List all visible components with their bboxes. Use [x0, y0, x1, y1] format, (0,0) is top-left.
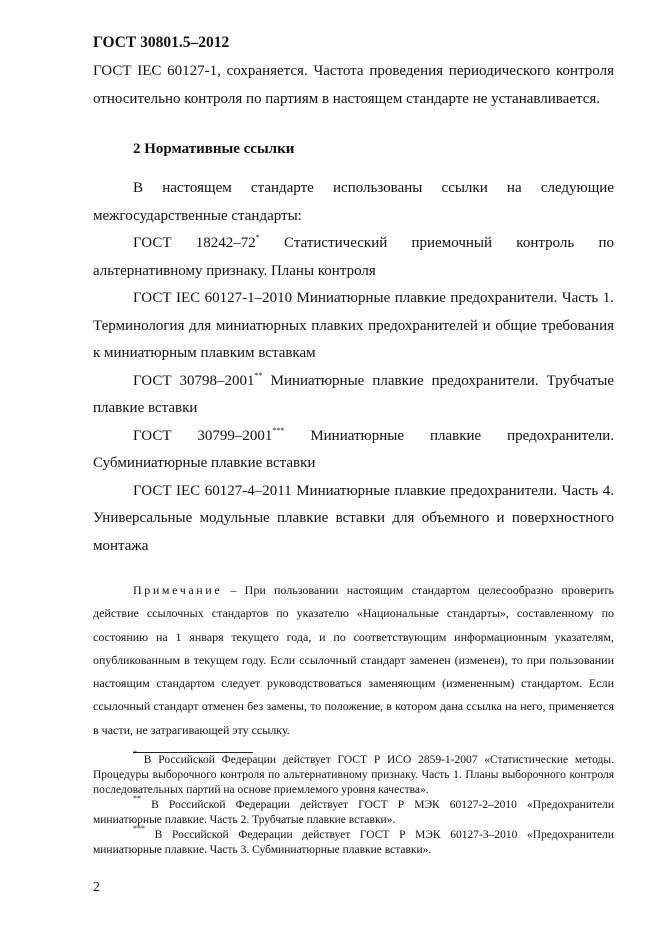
footnote-marker: **: [254, 370, 263, 380]
footnote-text: В Российской Федерации действует ГОСТ Р ИСО 2859-1-2007 «Статистические методы. Процедуры выборочного контроля по альтернативному признаку. Часть 1. Планы выборочного контроля последовательных партий на основе приемлемого уровня качества».: [93, 754, 614, 797]
footnote-text: В Российской Федерации действует ГОСТ Р МЭК 60127-3–2010 «Предохранители миниатюрные плавкие. Часть 3. Субминиатюрные плавкие вставки».: [93, 829, 614, 857]
reference-code: ГОСТ IEC 60127-4–2011: [133, 482, 292, 499]
section-heading: 2 Нормативные ссылки: [133, 141, 295, 157]
reference-item: [93, 478, 614, 561]
reference-title: Миниатюрные плавкие предохранители. Субминиатюрные плавкие вставки: [93, 427, 615, 471]
footnote-marker: ***: [133, 824, 145, 834]
reference-code: ГОСТ IEC 60127-1–2010: [133, 290, 293, 306]
reference-code: ГОСТ 30798–2001: [133, 372, 255, 389]
reference-code: ГОСТ 30799–2001: [133, 427, 273, 444]
reference-item: [93, 285, 614, 368]
reference-title: Миниатюрные плавкие предохранители. Трубчатые плавкие вставки: [93, 372, 615, 416]
footnote-item: [93, 794, 614, 828]
reference-item: [93, 230, 614, 285]
footnote-marker: *: [133, 749, 137, 759]
reference-title: Статистический приемочный контроль по альтернативному признаку. Планы контроля: [93, 235, 615, 279]
document-header: ГОСТ 30801.5–2012: [93, 34, 230, 51]
note-text: – При пользовании настоящим стандартом целесообразно проверить действие ссылочных стандартов по указателю «Национальные стандарты», составленному по состоянию на 1 января текущего года, и по соответствующим информационным указателям, опубликованным в текущем году. Если ссылочный стандарт заменен (изменен), то при пользовании настоящим стандартом следует руководствоваться заменяющим (измененным) стандартом. Если ссылочный стандарт отменен без замены, то положение, в котором дана ссылка на него, применяется в части, не затрагивающей эту ссылку.: [93, 583, 614, 737]
footnote-marker: **: [133, 794, 141, 804]
footnote-item: [93, 749, 614, 798]
reference-title: Миниатюрные плавкие предохранители. Часть 4. Универсальные модульные плавкие вставки для объемного и поверхностного монтажа: [93, 482, 614, 554]
note-label: Примечание: [133, 583, 223, 597]
footnote-item: [93, 824, 614, 858]
reference-code: ГОСТ 18242–72: [133, 235, 256, 251]
footnote-marker: ***: [272, 425, 285, 435]
reference-item: [93, 423, 614, 478]
document-page: [93, 34, 614, 858]
footnote-text: В Российской Федерации действует ГОСТ Р МЭК 60127-2–2010 «Предохранители миниатюрные плавкие. Часть 2. Трубчатые плавкие вставки».: [93, 799, 614, 827]
section-lead: В настоящем стандарте использованы ссылки на следующие межгосударственные стандарты:: [93, 180, 614, 224]
note-paragraph: [93, 579, 614, 742]
reference-title: Миниатюрные плавкие предохранители. Часть 1. Терминология для миниатюрных плавких предохранителей и общие требования к миниатюрным плавким вставкам: [93, 290, 614, 361]
reference-item: [93, 368, 614, 423]
page-number: 2: [93, 880, 100, 895]
intro-paragraph: ГОСТ IEC 60127-1, сохраняется. Частота проведения периодического контроля относительно контроля по партиям в настоящем стандарте не устанавливается.: [93, 63, 614, 107]
footnote-marker: *: [255, 233, 260, 242]
